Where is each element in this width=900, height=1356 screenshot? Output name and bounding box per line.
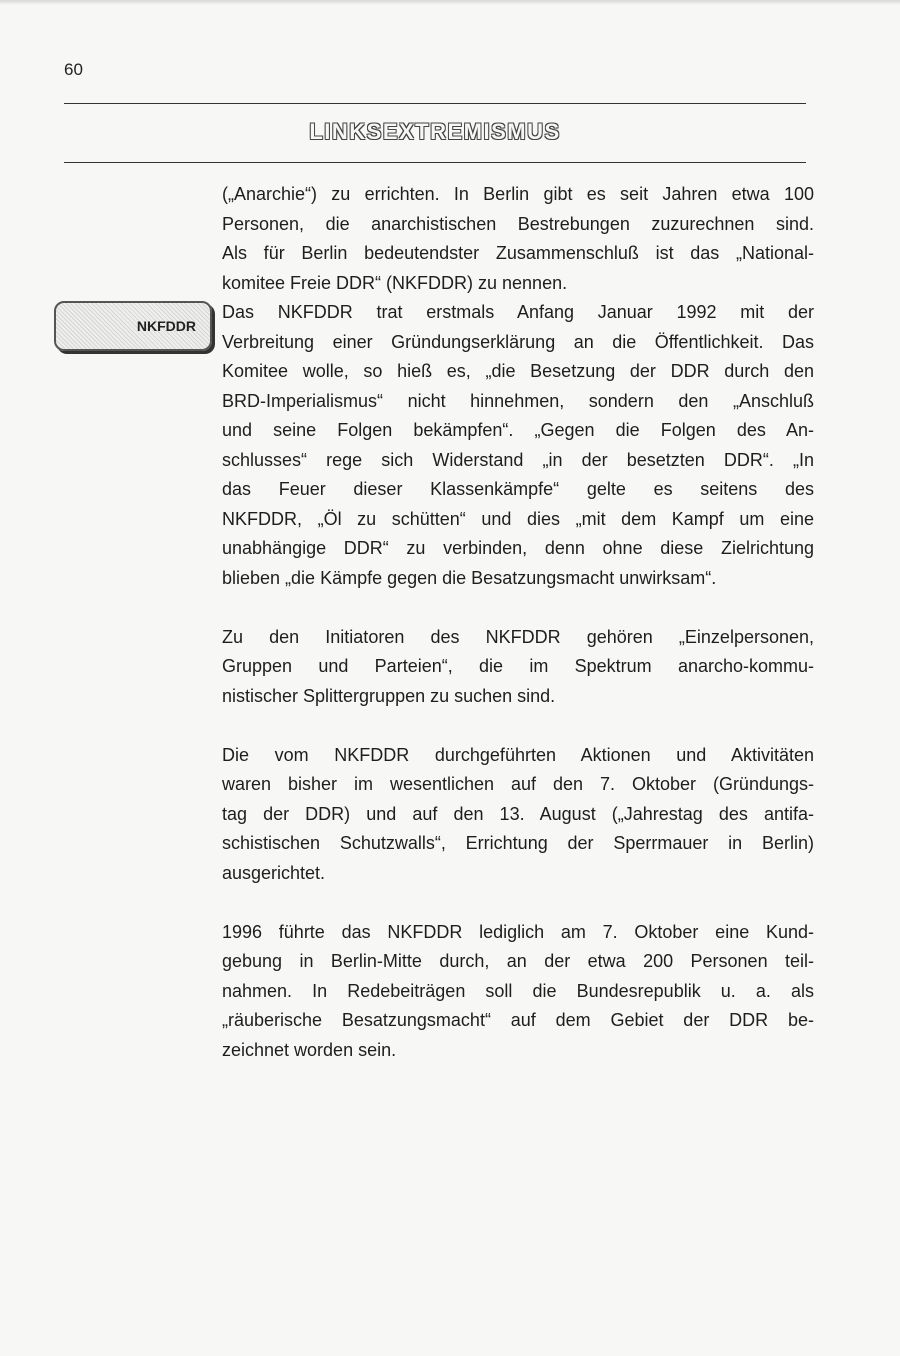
- text-line: Gruppen und Parteien“, die im Spektrum anarcho-kommu-: [222, 656, 814, 676]
- text-line: („Anarchie“) zu errichten. In Berlin gibt es seit Jahren etwa 100: [222, 184, 814, 204]
- margin-tag: [54, 301, 212, 351]
- text-line: komitee Freie DDR“ (NKFDDR) zu nennen.: [222, 272, 568, 293]
- text-line: tag der DDR) und auf den 13. August („Jahrestag des antifa-: [222, 803, 814, 824]
- text-line: Zu den Initiatoren des NKFDDR gehören „Einzelpersonen,: [222, 626, 814, 647]
- paragraph-4: [222, 741, 814, 889]
- text-line: BRD-Imperialismus“ nicht hinnehmen, sondern den „Anschluß: [222, 390, 814, 411]
- text-line: nahmen. In Redebeiträgen soll die Bundesrepublik u. a. als: [222, 980, 814, 1001]
- text-line: Als für Berlin bedeutendster Zusammenschluß ist das „National-: [222, 243, 814, 263]
- paragraph-gap: [222, 593, 814, 623]
- paragraph-5: [222, 918, 814, 1066]
- text-line: zeichnet worden sein.: [222, 1039, 397, 1060]
- text-line: „räuberische Besatzungsmacht“ auf dem Gebiet der DDR be-: [222, 1010, 814, 1030]
- running-header-title: LINKSEXTREMISMUS: [309, 119, 561, 144]
- text-line: schistischen Schutzwalls“, Errichtung der Sperrmauer in Berlin): [222, 833, 814, 853]
- margin-tag-label: NKFDDR: [136, 318, 196, 334]
- paragraph-gap: [222, 888, 814, 918]
- text-line: waren bisher im wesentlichen auf den 7. Oktober (Gründungs-: [222, 774, 814, 794]
- text-line: unabhängige DDR“ zu verbinden, denn ohne diese Zielrichtung: [222, 538, 814, 558]
- text-line: schlusses“ rege sich Widerstand „in der besetzten DDR“. „In: [222, 449, 814, 470]
- text-line: und seine Folgen bekämpfen“. „Gegen die Folgen des An-: [222, 420, 814, 440]
- text-line: NKFDDR, „Öl zu schütten“ und dies „mit dem Kampf um eine: [222, 508, 814, 529]
- text-line: 1996 führte das NKFDDR lediglich am 7. Oktober eine Kund-: [222, 921, 814, 942]
- text-line: Das NKFDDR trat erstmals Anfang Januar 1992 mit der: [222, 302, 814, 322]
- text-line: nistischer Splittergruppen zu suchen sind.: [222, 685, 556, 706]
- text-line: ausgerichtet.: [222, 862, 326, 883]
- page-top-edge: [0, 0, 900, 5]
- text-line: Komitee wolle, so hieß es, „die Besetzung der DDR durch den: [222, 361, 814, 381]
- paragraph-3: [222, 623, 814, 712]
- text-line: Personen, die anarchistischen Bestrebungen zuzurechnen sind.: [222, 213, 814, 234]
- paragraph-gap: [222, 711, 814, 741]
- header-rule-top: [64, 103, 806, 104]
- paragraph-1: [222, 180, 814, 298]
- page-number: 60: [64, 60, 83, 79]
- text-line: gebung in Berlin-Mitte durch, an der etwa 200 Personen teil-: [222, 951, 814, 971]
- text-line: blieben „die Kämpfe gegen die Besatzungsmacht unwirksam“.: [222, 567, 717, 588]
- text-line: das Feuer dieser Klassenkämpfe“ gelte es seitens des: [222, 479, 814, 499]
- header-rule-bottom: [64, 162, 806, 163]
- text-line: Die vom NKFDDR durchgeführten Aktionen und Aktivitäten: [222, 744, 814, 765]
- body-text: [222, 180, 814, 1065]
- paragraph-2: [222, 298, 814, 593]
- text-line: Verbreitung einer Gründungserklärung an die Öffentlichkeit. Das: [222, 331, 814, 352]
